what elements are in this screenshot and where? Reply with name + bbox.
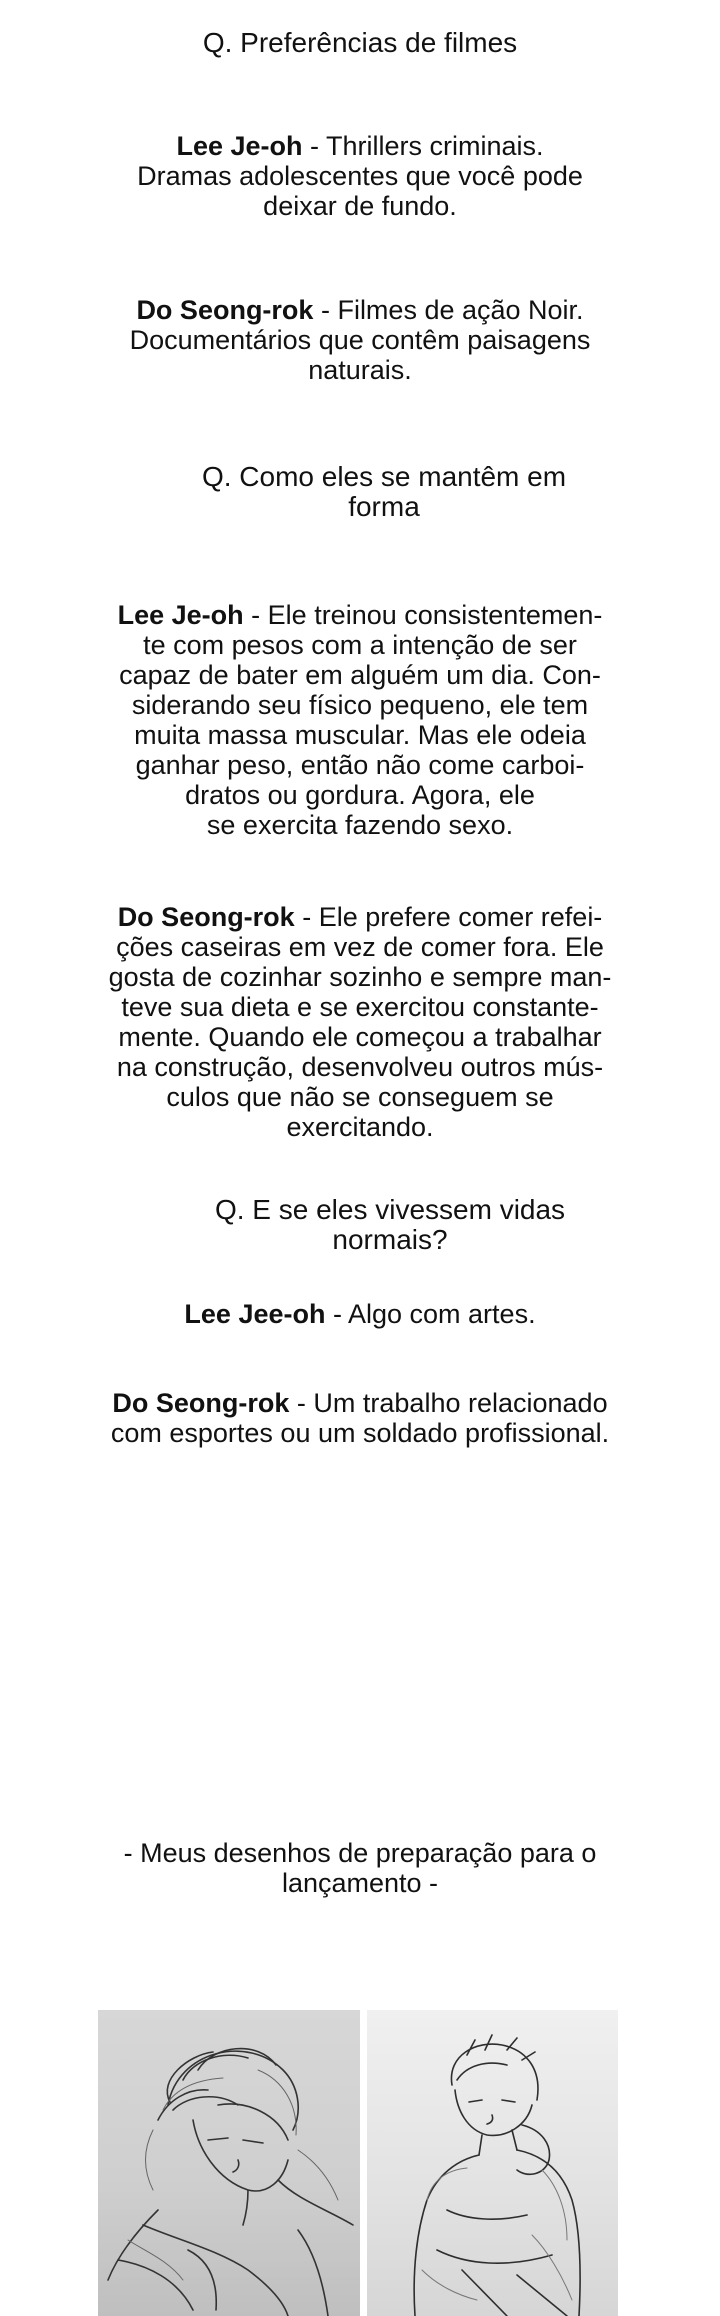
answer-line: exercitando. — [286, 1112, 434, 1142]
answer-text: - Filmes de ação Noir. — [313, 295, 584, 325]
question-line: Q. Como eles se mantêm em — [201, 461, 567, 492]
answer-line: siderando seu físico pequeno, ele tem — [131, 690, 589, 720]
answer-text: - Um trabalho relacionado — [289, 1388, 608, 1418]
fitness-question — [24, 462, 720, 522]
movies-answer-lee — [0, 131, 720, 221]
answer-line: muita massa muscular. Mas ele odeia — [134, 720, 586, 750]
answer-text: - Algo com artes. — [325, 1299, 536, 1329]
question-line: Q. E se eles vivessem vidas — [214, 1194, 566, 1225]
fitness-answer-do — [0, 902, 720, 1142]
answer-line: se exercita fazendo sexo. — [206, 810, 514, 840]
answer-line: com esportes ou um soldado profissional. — [110, 1418, 610, 1448]
drawings-caption — [0, 1838, 720, 1898]
movies-answer-do — [0, 295, 720, 385]
answer-line: deixar de fundo. — [263, 191, 457, 221]
answer-line: dratos ou gordura. Agora, ele — [185, 780, 535, 810]
caption-line: lançamento - — [281, 1868, 439, 1898]
fitness-answer-lee — [0, 600, 720, 840]
character-name: Do Seong-rok — [117, 902, 295, 932]
answer-line: Documentários que contêm paisagens — [129, 325, 591, 355]
caption-line: - Meus desenhos de preparação para o — [123, 1838, 597, 1868]
answer-line — [0, 1299, 720, 1329]
answer-line — [0, 295, 720, 325]
answer-line — [0, 902, 720, 932]
question-line: normais? — [332, 1224, 448, 1255]
answer-line: naturais. — [308, 355, 412, 385]
normal-lives-answer-do — [0, 1388, 720, 1448]
answer-line — [0, 1388, 720, 1418]
answer-line — [0, 131, 720, 161]
answer-line: ganhar peso, então não come carboi- — [135, 750, 585, 780]
answer-line: mente. Quando ele começou a trabalhar — [118, 1022, 602, 1052]
sketch-image-left — [98, 2010, 360, 2316]
prep-sketches — [98, 2010, 618, 2316]
answer-line: na construção, desenvolveu outros mús- — [116, 1052, 604, 1082]
character-name: Lee Je-oh — [117, 600, 244, 630]
answer-text: - Ele prefere comer refei- — [294, 902, 603, 932]
movies-question — [0, 28, 720, 58]
pencil-sketch-figure-left — [98, 2010, 360, 2316]
pencil-sketch-figure-right — [367, 2010, 618, 2316]
normal-lives-answer-lee — [0, 1299, 720, 1329]
question-line: forma — [348, 491, 420, 522]
answer-line: gosta de cozinhar sozinho e sempre man- — [108, 962, 612, 992]
character-name: Lee Jee-oh — [184, 1299, 326, 1329]
answer-line: te com pesos com a intenção de ser — [143, 630, 577, 660]
sketch-image-right — [367, 2010, 618, 2316]
answer-line — [0, 600, 720, 630]
answer-line: teve sua dieta e se exercitou constante- — [121, 992, 599, 1022]
character-name: Lee Je-oh — [176, 131, 303, 161]
answer-line: Dramas adolescentes que você pode — [137, 161, 583, 191]
movies-question-text: Q. Preferências de filmes — [202, 27, 518, 58]
character-name: Do Seong-rok — [112, 1388, 290, 1418]
answer-line: culos que não se conseguem se — [166, 1082, 554, 1112]
character-name: Do Seong-rok — [136, 295, 314, 325]
answer-line: capaz de bater em alguém um dia. Con- — [119, 660, 601, 690]
answer-text: - Ele treinou consistentemen- — [243, 600, 603, 630]
normal-lives-question — [30, 1195, 720, 1255]
answer-line: ções caseiras em vez de comer fora. Ele — [116, 932, 604, 962]
answer-text: - Thrillers criminais. — [302, 131, 544, 161]
